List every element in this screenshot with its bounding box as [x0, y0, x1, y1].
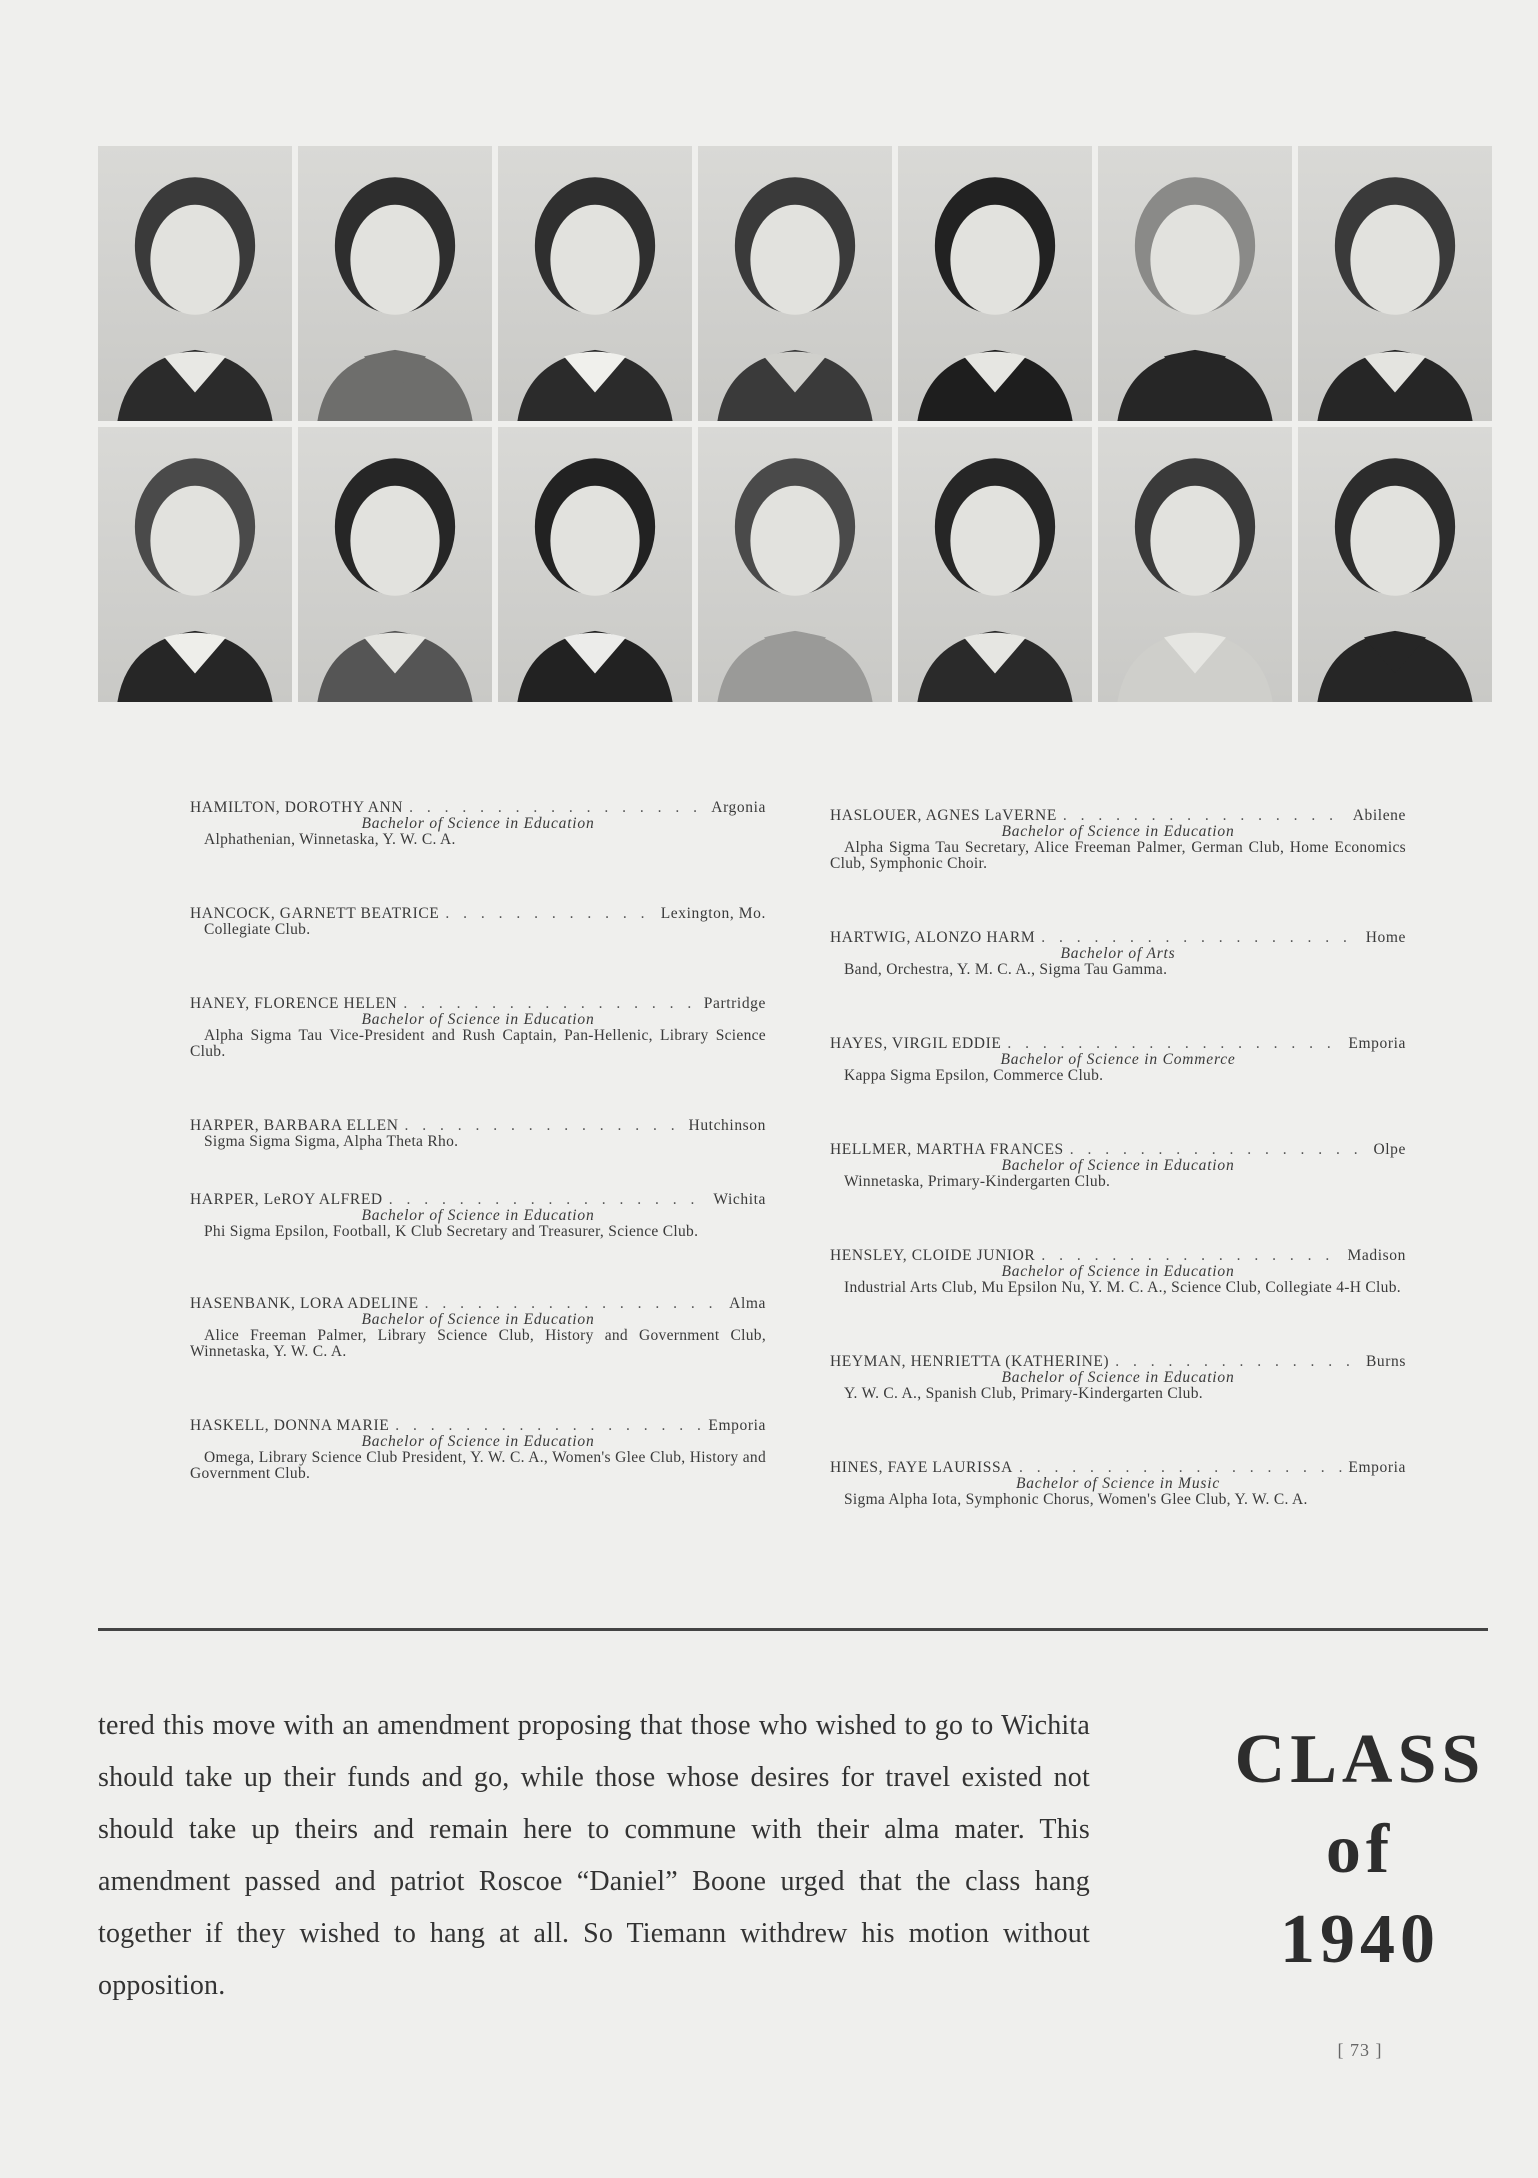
activities: Winnetaska, Primary-Kindergarten Club. [844, 1173, 1111, 1190]
portrait-photo [298, 146, 492, 421]
portrait-photo [498, 146, 692, 421]
portrait-silhouette [698, 427, 892, 702]
dot-leader [1019, 1460, 1342, 1476]
bio-heading [830, 1460, 1406, 1476]
portrait-photo [698, 427, 892, 702]
student-name: HASKELL, DONNA MARIE [190, 1417, 390, 1434]
activities: Band, Orchestra, Y. M. C. A., Sigma Tau Gamma. [844, 961, 1168, 978]
dot-leader [409, 800, 705, 816]
degree: Bachelor of Science in Education [361, 1311, 595, 1328]
student-name: HARPER, LeROY ALFRED [190, 1191, 383, 1208]
class-title-line1: CLASS [1234, 1721, 1486, 1798]
portrait-photo [1298, 427, 1492, 702]
bio-entry [830, 930, 1406, 978]
section-divider [98, 1628, 1488, 1631]
portrait-photo [698, 146, 892, 421]
bio-heading [830, 1354, 1406, 1370]
bio-heading [190, 1418, 766, 1434]
portrait-photo [98, 146, 292, 421]
portrait-photo [1298, 146, 1492, 421]
bio-column-right [830, 808, 1406, 1508]
student-name: HINES, FAYE LAURISSA [830, 1459, 1013, 1476]
dot-leader [1041, 930, 1359, 946]
student-name: HAYES, VIRGIL EDDIE [830, 1035, 1002, 1052]
degree: Bachelor of Science in Education [361, 1433, 595, 1450]
narrative-paragraph: tered this move with an amendment proposing that those who wished to go to Wichita should take up their funds and go, while those whose desires for travel existed not should take up theirs and remain here to commune with their alma mater. This amendment passed and patriot Roscoe “Daniel” Boone urged that the class hang together if they wished to hang at all. So Tiemann withdrew his motion without opposition. [98, 1710, 1090, 2001]
degree: Bachelor of Science in Education [1001, 1369, 1235, 1386]
dot-leader [1070, 1142, 1368, 1158]
dot-leader [1063, 808, 1347, 824]
class-title-line3: 1940 [1280, 1901, 1440, 1978]
portrait-photo [898, 427, 1092, 702]
bio-entry [830, 1036, 1406, 1084]
bio-entry [190, 1296, 766, 1360]
degree: Bachelor of Science in Education [1001, 1157, 1235, 1174]
portrait-silhouette [498, 427, 692, 702]
portrait-silhouette [298, 146, 492, 421]
student-name: HENSLEY, CLOIDE JUNIOR [830, 1247, 1036, 1264]
dot-leader [403, 996, 697, 1012]
hometown: Madison [1347, 1247, 1406, 1264]
student-name: HANCOCK, GARNETT BEATRICE [190, 905, 440, 922]
activities: Alphathenian, Winnetaska, Y. W. C. A. [204, 831, 456, 848]
class-title [1210, 1715, 1510, 1985]
bio-heading [830, 808, 1406, 824]
activities: Kappa Sigma Epsilon, Commerce Club. [844, 1067, 1104, 1084]
page-number: [ 73 ] [1337, 2040, 1383, 2060]
hometown: Emporia [708, 1417, 766, 1434]
class-title-line2: of [1325, 1811, 1395, 1888]
hometown: Burns [1365, 1353, 1406, 1370]
bio-entry [190, 1118, 766, 1150]
bio-entry [190, 1418, 766, 1482]
bio-entry [190, 906, 766, 938]
portrait-silhouette [898, 427, 1092, 702]
student-name: HASENBANK, LORA ADELINE [190, 1295, 419, 1312]
portrait-silhouette [1298, 427, 1492, 702]
bio-entry [190, 1192, 766, 1240]
portrait-photo [898, 146, 1092, 421]
bio-entry [190, 800, 766, 848]
portrait-silhouette [898, 146, 1092, 421]
degree: Bachelor of Arts [1060, 945, 1176, 962]
bio-heading [190, 996, 766, 1012]
activities: Sigma Sigma Sigma, Alpha Theta Rho. [204, 1133, 459, 1150]
dot-leader [405, 1118, 683, 1134]
portrait-silhouette [298, 427, 492, 702]
portrait-photo [298, 427, 492, 702]
portrait-photo [98, 427, 292, 702]
bio-heading [190, 800, 766, 816]
student-name: HARTWIG, ALONZO HARM [830, 929, 1036, 946]
degree: Bachelor of Science in Commerce [1000, 1051, 1236, 1068]
activities: Alice Freeman Palmer, Library Science Club, History and Government Club, Winnetaska, Y. W. C. A. [190, 1327, 766, 1360]
activities: Phi Sigma Epsilon, Football, K Club Secretary and Treasurer, Science Club. [204, 1223, 699, 1240]
hometown: Emporia [1348, 1459, 1406, 1476]
hometown: Emporia [1348, 1035, 1406, 1052]
portrait-grid [98, 146, 1492, 702]
hometown: Argonia [711, 799, 766, 816]
activities: Y. W. C. A., Spanish Club, Primary-Kindergarten Club. [844, 1385, 1203, 1402]
student-name: HASLOUER, AGNES LaVERNE [830, 807, 1057, 824]
degree: Bachelor of Science in Education [361, 815, 595, 832]
portrait-photo [1098, 146, 1292, 421]
portrait-silhouette [698, 146, 892, 421]
student-name: HELLMER, MARTHA FRANCES [830, 1141, 1064, 1158]
bio-column-left [190, 800, 766, 1482]
dot-leader [445, 906, 654, 922]
degree: Bachelor of Science in Education [361, 1011, 595, 1028]
dot-leader [1007, 1036, 1342, 1052]
hometown: Hutchinson [688, 1117, 766, 1134]
hometown: Partridge [703, 995, 766, 1012]
activities: Sigma Alpha Iota, Symphonic Chorus, Women's Glee Club, Y. W. C. A. [844, 1491, 1308, 1508]
bio-entry [190, 996, 766, 1060]
bio-entry [830, 808, 1406, 872]
student-name: HANEY, FLORENCE HELEN [190, 995, 398, 1012]
dot-leader [395, 1418, 702, 1434]
portrait-silhouette [498, 146, 692, 421]
student-name: HAMILTON, DOROTHY ANN [190, 799, 404, 816]
bio-entry [830, 1142, 1406, 1190]
portrait-silhouette [1298, 146, 1492, 421]
portrait-silhouette [98, 146, 292, 421]
bio-heading [830, 1248, 1406, 1264]
dot-leader [425, 1296, 724, 1312]
bio-heading [190, 906, 766, 922]
bio-heading [190, 1296, 766, 1312]
hometown: Alma [729, 1295, 766, 1312]
hometown: Abilene [1352, 807, 1406, 824]
hometown: Wichita [713, 1191, 766, 1208]
dot-leader [389, 1192, 708, 1208]
hometown: Olpe [1373, 1141, 1406, 1158]
activities: Industrial Arts Club, Mu Epsilon Nu, Y. M. C. A., Science Club, Collegiate 4-H Club. [844, 1279, 1401, 1296]
student-name: HARPER, BARBARA ELLEN [190, 1117, 399, 1134]
bio-heading [830, 930, 1406, 946]
bio-heading [190, 1192, 766, 1208]
activities: Alpha Sigma Tau Secretary, Alice Freeman Palmer, German Club, Home Economics Club, Symphonic Choir. [830, 839, 1406, 872]
portrait-photo [1098, 427, 1292, 702]
portrait-photo [498, 427, 692, 702]
activities: Alpha Sigma Tau Vice-President and Rush Captain, Pan-Hellenic, Library Science Club. [190, 1027, 766, 1060]
degree: Bachelor of Science in Education [1001, 1263, 1235, 1280]
dot-leader [1041, 1248, 1341, 1264]
bio-entry [830, 1248, 1406, 1296]
bio-entry [830, 1460, 1406, 1508]
activities: Omega, Library Science Club President, Y. W. C. A., Women's Glee Club, History and Government Club. [190, 1449, 766, 1482]
hometown: Home [1365, 929, 1406, 946]
degree: Bachelor of Science in Music [1015, 1475, 1221, 1492]
bio-heading [190, 1118, 766, 1134]
bio-heading [830, 1036, 1406, 1052]
portrait-silhouette [1098, 146, 1292, 421]
bio-entry [830, 1354, 1406, 1402]
portrait-silhouette [1098, 427, 1292, 702]
degree: Bachelor of Science in Education [1001, 823, 1235, 840]
degree: Bachelor of Science in Education [361, 1207, 595, 1224]
student-name: HEYMAN, HENRIETTA (KATHERINE) [830, 1353, 1110, 1370]
portrait-silhouette [98, 427, 292, 702]
narrative-text [98, 1700, 1090, 2012]
hometown: Lexington, Mo. [660, 905, 766, 922]
bio-heading [830, 1142, 1406, 1158]
activities: Collegiate Club. [204, 921, 311, 938]
dot-leader [1115, 1354, 1360, 1370]
